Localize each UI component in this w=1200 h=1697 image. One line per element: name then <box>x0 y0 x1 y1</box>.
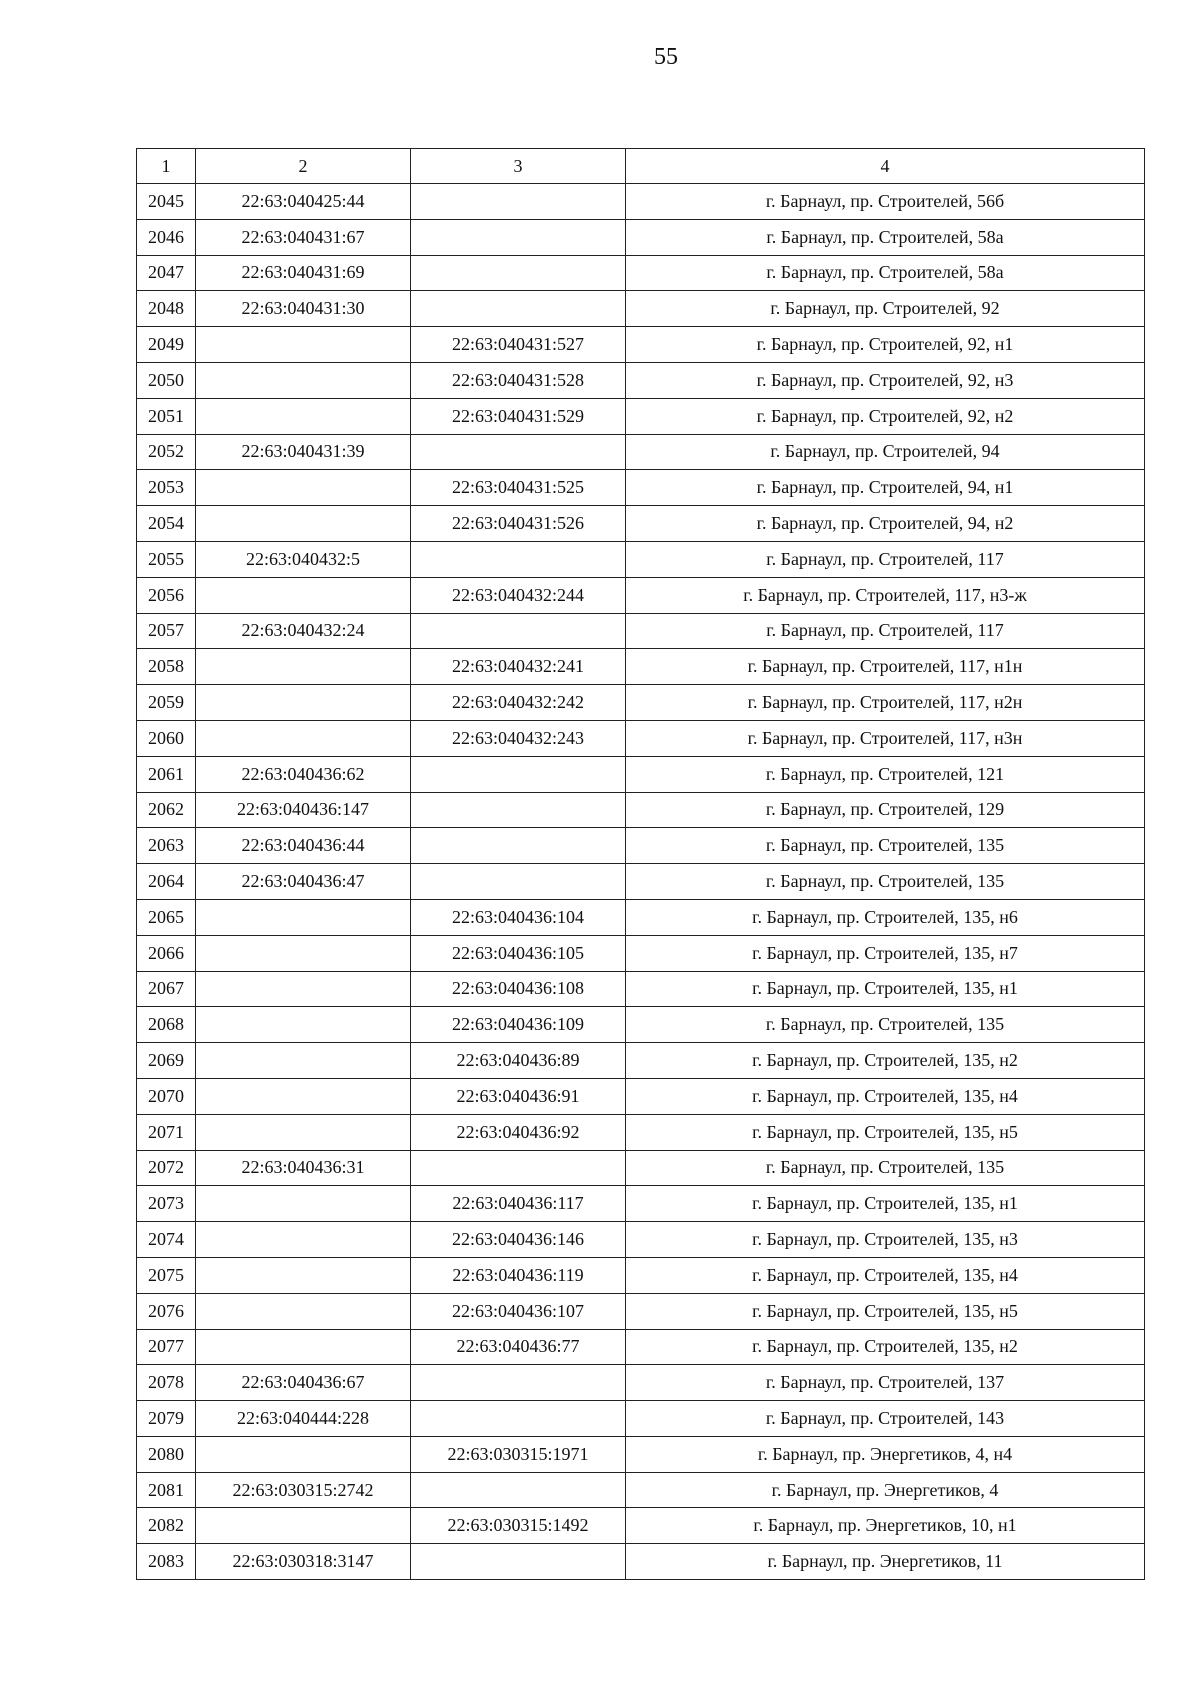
row-number-cell: 2068 <box>137 1007 196 1043</box>
row-number-cell: 2055 <box>137 541 196 577</box>
premises-cadastral-cell <box>411 219 626 255</box>
land-cadastral-cell <box>196 327 411 363</box>
row-number-cell: 2071 <box>137 1114 196 1150</box>
column-header-address: 4 <box>626 149 1145 184</box>
address-cell: г. Барнаул, пр. Строителей, 135, н4 <box>626 1078 1145 1114</box>
row-number-cell: 2053 <box>137 470 196 506</box>
address-cell: г. Барнаул, пр. Строителей, 135 <box>626 1150 1145 1186</box>
table-body <box>137 184 1145 1580</box>
table-row <box>137 362 1145 398</box>
land-cadastral-cell <box>196 1293 411 1329</box>
land-cadastral-cell: 22:63:030318:3147 <box>196 1544 411 1580</box>
table-row <box>137 1329 1145 1365</box>
premises-cadastral-cell <box>411 1401 626 1437</box>
table-row <box>137 685 1145 721</box>
table-row <box>137 291 1145 327</box>
land-cadastral-cell: 22:63:040431:30 <box>196 291 411 327</box>
address-cell: г. Барнаул, пр. Строителей, 94 <box>626 434 1145 470</box>
premises-cadastral-cell: 22:63:040431:526 <box>411 506 626 542</box>
row-number-cell: 2061 <box>137 756 196 792</box>
table-row <box>137 255 1145 291</box>
address-cell: г. Барнаул, пр. Строителей, 92, н3 <box>626 362 1145 398</box>
table-row <box>137 971 1145 1007</box>
table-row <box>137 1078 1145 1114</box>
land-cadastral-cell <box>196 1186 411 1222</box>
row-number-cell: 2078 <box>137 1365 196 1401</box>
land-cadastral-cell: 22:63:040436:147 <box>196 792 411 828</box>
land-cadastral-cell <box>196 971 411 1007</box>
address-cell: г. Барнаул, пр. Энергетиков, 11 <box>626 1544 1145 1580</box>
land-cadastral-cell: 22:63:040436:44 <box>196 828 411 864</box>
address-cell: г. Барнаул, пр. Строителей, 135 <box>626 864 1145 900</box>
address-cell: г. Барнаул, пр. Энергетиков, 4, н4 <box>626 1436 1145 1472</box>
table-row <box>137 327 1145 363</box>
address-cell: г. Барнаул, пр. Строителей, 58а <box>626 255 1145 291</box>
row-number-cell: 2047 <box>137 255 196 291</box>
premises-cadastral-cell: 22:63:040436:92 <box>411 1114 626 1150</box>
row-number-cell: 2060 <box>137 720 196 756</box>
address-cell: г. Барнаул, пр. Строителей, 117, н3-ж <box>626 577 1145 613</box>
row-number-cell: 2070 <box>137 1078 196 1114</box>
row-number-cell: 2080 <box>137 1436 196 1472</box>
land-cadastral-cell <box>196 362 411 398</box>
premises-cadastral-cell: 22:63:040436:91 <box>411 1078 626 1114</box>
land-cadastral-cell: 22:63:040432:5 <box>196 541 411 577</box>
land-cadastral-cell: 22:63:040425:44 <box>196 184 411 220</box>
table-row <box>137 1436 1145 1472</box>
land-cadastral-cell: 22:63:040431:69 <box>196 255 411 291</box>
premises-cadastral-cell <box>411 1544 626 1580</box>
premises-cadastral-cell: 22:63:040432:242 <box>411 685 626 721</box>
premises-cadastral-cell <box>411 255 626 291</box>
land-cadastral-cell <box>196 1078 411 1114</box>
table-row <box>137 756 1145 792</box>
address-cell: г. Барнаул, пр. Строителей, 135, н6 <box>626 899 1145 935</box>
address-cell: г. Барнаул, пр. Строителей, 129 <box>626 792 1145 828</box>
row-number-cell: 2056 <box>137 577 196 613</box>
table-row <box>137 577 1145 613</box>
premises-cadastral-cell <box>411 864 626 900</box>
address-cell: г. Барнаул, пр. Строителей, 135, н1 <box>626 1186 1145 1222</box>
table-row <box>137 219 1145 255</box>
land-cadastral-cell <box>196 398 411 434</box>
table-row <box>137 506 1145 542</box>
column-header-number: 1 <box>137 149 196 184</box>
address-cell: г. Барнаул, пр. Строителей, 143 <box>626 1401 1145 1437</box>
premises-cadastral-cell: 22:63:040436:77 <box>411 1329 626 1365</box>
row-number-cell: 2076 <box>137 1293 196 1329</box>
land-cadastral-cell: 22:63:040431:39 <box>196 434 411 470</box>
table-row <box>137 434 1145 470</box>
premises-cadastral-cell: 22:63:040432:241 <box>411 649 626 685</box>
premises-cadastral-cell: 22:63:040436:105 <box>411 935 626 971</box>
table-row <box>137 792 1145 828</box>
address-cell: г. Барнаул, пр. Строителей, 135 <box>626 828 1145 864</box>
land-cadastral-cell <box>196 1436 411 1472</box>
row-number-cell: 2066 <box>137 935 196 971</box>
row-number-cell: 2072 <box>137 1150 196 1186</box>
row-number-cell: 2045 <box>137 184 196 220</box>
premises-cadastral-cell: 22:63:040436:119 <box>411 1257 626 1293</box>
land-cadastral-cell <box>196 899 411 935</box>
row-number-cell: 2048 <box>137 291 196 327</box>
premises-cadastral-cell: 22:63:040432:244 <box>411 577 626 613</box>
row-number-cell: 2075 <box>137 1257 196 1293</box>
table-row <box>137 1472 1145 1508</box>
land-cadastral-cell: 22:63:040436:62 <box>196 756 411 792</box>
address-cell: г. Барнаул, пр. Строителей, 117, н3н <box>626 720 1145 756</box>
row-number-cell: 2062 <box>137 792 196 828</box>
row-number-cell: 2065 <box>137 899 196 935</box>
land-cadastral-cell <box>196 1007 411 1043</box>
table-row <box>137 935 1145 971</box>
land-cadastral-cell <box>196 1043 411 1079</box>
row-number-cell: 2049 <box>137 327 196 363</box>
table-row <box>137 649 1145 685</box>
table-row <box>137 1365 1145 1401</box>
premises-cadastral-cell <box>411 792 626 828</box>
premises-cadastral-cell <box>411 1365 626 1401</box>
registry-table <box>136 148 1145 1580</box>
address-cell: г. Барнаул, пр. Строителей, 135, н5 <box>626 1293 1145 1329</box>
premises-cadastral-cell <box>411 756 626 792</box>
row-number-cell: 2046 <box>137 219 196 255</box>
address-cell: г. Барнаул, пр. Строителей, 135, н2 <box>626 1329 1145 1365</box>
premises-cadastral-cell: 22:63:040436:117 <box>411 1186 626 1222</box>
table-row <box>137 720 1145 756</box>
row-number-cell: 2074 <box>137 1222 196 1258</box>
address-cell: г. Барнаул, пр. Строителей, 135 <box>626 1007 1145 1043</box>
premises-cadastral-cell: 22:63:040431:525 <box>411 470 626 506</box>
row-number-cell: 2077 <box>137 1329 196 1365</box>
premises-cadastral-cell: 22:63:040431:528 <box>411 362 626 398</box>
address-cell: г. Барнаул, пр. Строителей, 92 <box>626 291 1145 327</box>
premises-cadastral-cell: 22:63:040436:107 <box>411 1293 626 1329</box>
premises-cadastral-cell: 22:63:040436:109 <box>411 1007 626 1043</box>
address-cell: г. Барнаул, пр. Строителей, 117, н1н <box>626 649 1145 685</box>
address-cell: г. Барнаул, пр. Строителей, 135, н7 <box>626 935 1145 971</box>
address-cell: г. Барнаул, пр. Строителей, 135, н5 <box>626 1114 1145 1150</box>
land-cadastral-cell <box>196 720 411 756</box>
table-row <box>137 864 1145 900</box>
table-row <box>137 184 1145 220</box>
premises-cadastral-cell: 22:63:030315:1492 <box>411 1508 626 1544</box>
address-cell: г. Барнаул, пр. Строителей, 94, н2 <box>626 506 1145 542</box>
row-number-cell: 2083 <box>137 1544 196 1580</box>
premises-cadastral-cell <box>411 1150 626 1186</box>
address-cell: г. Барнаул, пр. Строителей, 117 <box>626 541 1145 577</box>
address-cell: г. Барнаул, пр. Строителей, 92, н2 <box>626 398 1145 434</box>
land-cadastral-cell <box>196 1222 411 1258</box>
row-number-cell: 2057 <box>137 613 196 649</box>
table-row <box>137 1544 1145 1580</box>
premises-cadastral-cell <box>411 1472 626 1508</box>
address-cell: г. Барнаул, пр. Строителей, 58а <box>626 219 1145 255</box>
premises-cadastral-cell: 22:63:030315:1971 <box>411 1436 626 1472</box>
table-row <box>137 470 1145 506</box>
table-row <box>137 541 1145 577</box>
table-row <box>137 613 1145 649</box>
address-cell: г. Барнаул, пр. Строителей, 135, н3 <box>626 1222 1145 1258</box>
land-cadastral-cell <box>196 506 411 542</box>
column-header-land-cadastral: 2 <box>196 149 411 184</box>
column-header-premises-cadastral: 3 <box>411 149 626 184</box>
row-number-cell: 2051 <box>137 398 196 434</box>
premises-cadastral-cell <box>411 184 626 220</box>
address-cell: г. Барнаул, пр. Строителей, 137 <box>626 1365 1145 1401</box>
row-number-cell: 2052 <box>137 434 196 470</box>
premises-cadastral-cell: 22:63:040432:243 <box>411 720 626 756</box>
row-number-cell: 2067 <box>137 971 196 1007</box>
premises-cadastral-cell <box>411 434 626 470</box>
row-number-cell: 2058 <box>137 649 196 685</box>
table-row <box>137 1257 1145 1293</box>
table-row <box>137 899 1145 935</box>
table-row <box>137 1222 1145 1258</box>
row-number-cell: 2082 <box>137 1508 196 1544</box>
row-number-cell: 2079 <box>137 1401 196 1437</box>
address-cell: г. Барнаул, пр. Строителей, 121 <box>626 756 1145 792</box>
land-cadastral-cell <box>196 1114 411 1150</box>
premises-cadastral-cell <box>411 291 626 327</box>
land-cadastral-cell <box>196 577 411 613</box>
land-cadastral-cell <box>196 1329 411 1365</box>
row-number-cell: 2054 <box>137 506 196 542</box>
table-row <box>137 1043 1145 1079</box>
land-cadastral-cell: 22:63:040436:67 <box>196 1365 411 1401</box>
table-row <box>137 1293 1145 1329</box>
table-row <box>137 1007 1145 1043</box>
premises-cadastral-cell: 22:63:040436:104 <box>411 899 626 935</box>
land-cadastral-cell <box>196 935 411 971</box>
table-row <box>137 1114 1145 1150</box>
address-cell: г. Барнаул, пр. Строителей, 117 <box>626 613 1145 649</box>
land-cadastral-cell: 22:63:030315:2742 <box>196 1472 411 1508</box>
row-number-cell: 2064 <box>137 864 196 900</box>
row-number-cell: 2063 <box>137 828 196 864</box>
premises-cadastral-cell <box>411 828 626 864</box>
premises-cadastral-cell: 22:63:040436:146 <box>411 1222 626 1258</box>
table-row <box>137 1508 1145 1544</box>
land-cadastral-cell: 22:63:040444:228 <box>196 1401 411 1437</box>
address-cell: г. Барнаул, пр. Строителей, 135, н2 <box>626 1043 1145 1079</box>
land-cadastral-cell <box>196 470 411 506</box>
premises-cadastral-cell: 22:63:040431:529 <box>411 398 626 434</box>
address-cell: г. Барнаул, пр. Энергетиков, 4 <box>626 1472 1145 1508</box>
row-number-cell: 2069 <box>137 1043 196 1079</box>
page-number: 55 <box>654 44 678 70</box>
land-cadastral-cell: 22:63:040431:67 <box>196 219 411 255</box>
land-cadastral-cell <box>196 649 411 685</box>
row-number-cell: 2073 <box>137 1186 196 1222</box>
land-cadastral-cell: 22:63:040432:24 <box>196 613 411 649</box>
address-cell: г. Барнаул, пр. Строителей, 135, н1 <box>626 971 1145 1007</box>
premises-cadastral-cell <box>411 613 626 649</box>
table-row <box>137 1401 1145 1437</box>
premises-cadastral-cell: 22:63:040431:527 <box>411 327 626 363</box>
land-cadastral-cell <box>196 1257 411 1293</box>
row-number-cell: 2081 <box>137 1472 196 1508</box>
premises-cadastral-cell: 22:63:040436:89 <box>411 1043 626 1079</box>
row-number-cell: 2050 <box>137 362 196 398</box>
land-cadastral-cell <box>196 685 411 721</box>
land-cadastral-cell: 22:63:040436:31 <box>196 1150 411 1186</box>
premises-cadastral-cell <box>411 541 626 577</box>
address-cell: г. Барнаул, пр. Строителей, 94, н1 <box>626 470 1145 506</box>
address-cell: г. Барнаул, пр. Строителей, 135, н4 <box>626 1257 1145 1293</box>
table-row <box>137 1150 1145 1186</box>
table-header-row <box>137 149 1145 184</box>
address-cell: г. Барнаул, пр. Строителей, 56б <box>626 184 1145 220</box>
table-row <box>137 828 1145 864</box>
land-cadastral-cell <box>196 1508 411 1544</box>
table-row <box>137 398 1145 434</box>
row-number-cell: 2059 <box>137 685 196 721</box>
address-cell: г. Барнаул, пр. Строителей, 92, н1 <box>626 327 1145 363</box>
premises-cadastral-cell: 22:63:040436:108 <box>411 971 626 1007</box>
table-row <box>137 1186 1145 1222</box>
address-cell: г. Барнаул, пр. Строителей, 117, н2н <box>626 685 1145 721</box>
address-cell: г. Барнаул, пр. Энергетиков, 10, н1 <box>626 1508 1145 1544</box>
land-cadastral-cell: 22:63:040436:47 <box>196 864 411 900</box>
